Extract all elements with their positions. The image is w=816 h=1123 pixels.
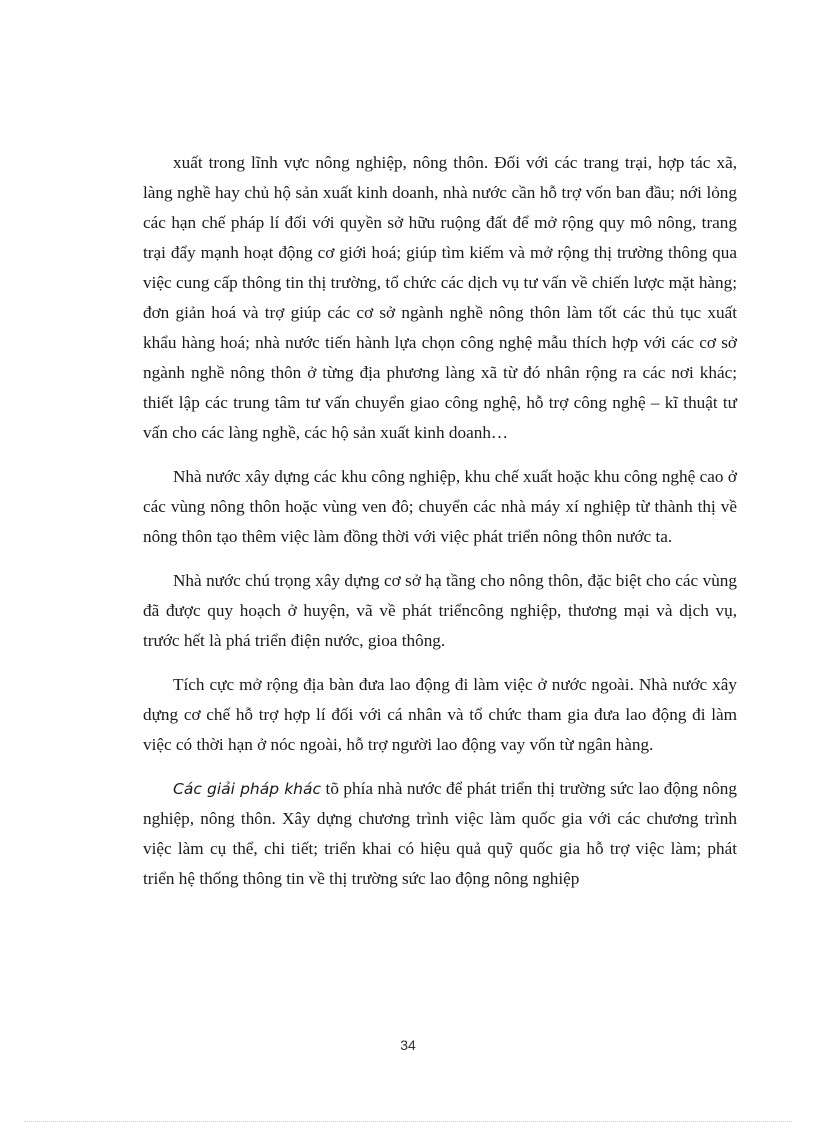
paragraph-2 (143, 462, 737, 552)
paragraph-3-text: Nhà nước chú trọng xây dựng cơ sở hạ tầng cho nông thôn, đặc biệt cho các vùng đã được quy hoạch ở huyện, vã về phát triểncông nghiệp, thương mại và dịch vụ, trước hết là phá triển điện nước, gioa thông. (143, 571, 737, 650)
body-text (143, 148, 737, 908)
paragraph-4 (143, 670, 737, 760)
paragraph-2-text: Nhà nước xây dựng các khu công nghiệp, khu chế xuất hoặc khu công nghệ cao ở các vùng nông thôn hoặc vùng ven đô; chuyển các nhà máy xí nghiệp từ thành thị về nông thôn tạo thêm việc làm đồng thời với việc phát triển nông thôn nước ta. (143, 467, 737, 546)
page-number: 34 (400, 1037, 416, 1053)
paragraph-1 (143, 148, 737, 448)
paragraph-3 (143, 566, 737, 656)
page-bottom-border (24, 1121, 792, 1122)
paragraph-1-text: xuất trong lĩnh vực nông nghiệp, nông thôn. Đối với các trang trại, hợp tác xã, làng nghề hay chủ hộ sản xuất kinh doanh, nhà nước cần hỗ trợ vốn ban đầu; nới lỏng các hạn chế pháp lí đối với quyền sở hữu ruộng đất để mở rộng quy mô nông, trang trại đẩy mạnh hoạt động cơ giới hoá; giúp tìm kiếm và mở rộng thị trường thông qua việc cung cấp thông tin thị trường, tổ chức các dịch vụ tư vấn về chiến lược mặt hàng; đơn giản hoá và trợ giúp các cơ sở ngành nghề nông thôn làm tốt các thủ tục xuất khẩu hàng hoá; nhà nước tiến hành lựa chọn công nghệ mẫu thích hợp với các cơ sở ngành nghề nông thôn ở từng địa phương làng xã từ đó nhân rộng ra các nơi khác; thiết lập các trung tâm tư vấn chuyển giao công nghệ, hỗ trợ công nghệ – kĩ thuật tư vấn cho các làng nghề, các hộ sản xuất kinh doanh… (143, 153, 737, 442)
paragraph-5-lead: Các giải pháp khác (173, 780, 322, 798)
paragraph-5 (143, 774, 737, 894)
paragraph-5-text: tõ phía nhà nước để phát triển thị trường sức lao động nông nghiệp, nông thôn. Xây dựng chương trình việc làm quốc gia với các chương trình việc làm cụ thể, chi tiết; triển khai có hiệu quả quỹ quốc gia hỗ trợ việc làm; phát triển hệ thống thông tin về thị trường sức lao động nông nghiệp (143, 779, 737, 888)
paragraph-4-text: Tích cực mở rộng địa bàn đưa lao động đi làm việc ở nước ngoài. Nhà nước xây dựng cơ chế hỗ trợ hợp lí đối với cá nhân và tổ chức tham gia đưa lao động đi làm việc có thời hạn ở nóc ngoài, hỗ trợ người lao động vay vốn từ ngân hàng. (143, 675, 737, 754)
